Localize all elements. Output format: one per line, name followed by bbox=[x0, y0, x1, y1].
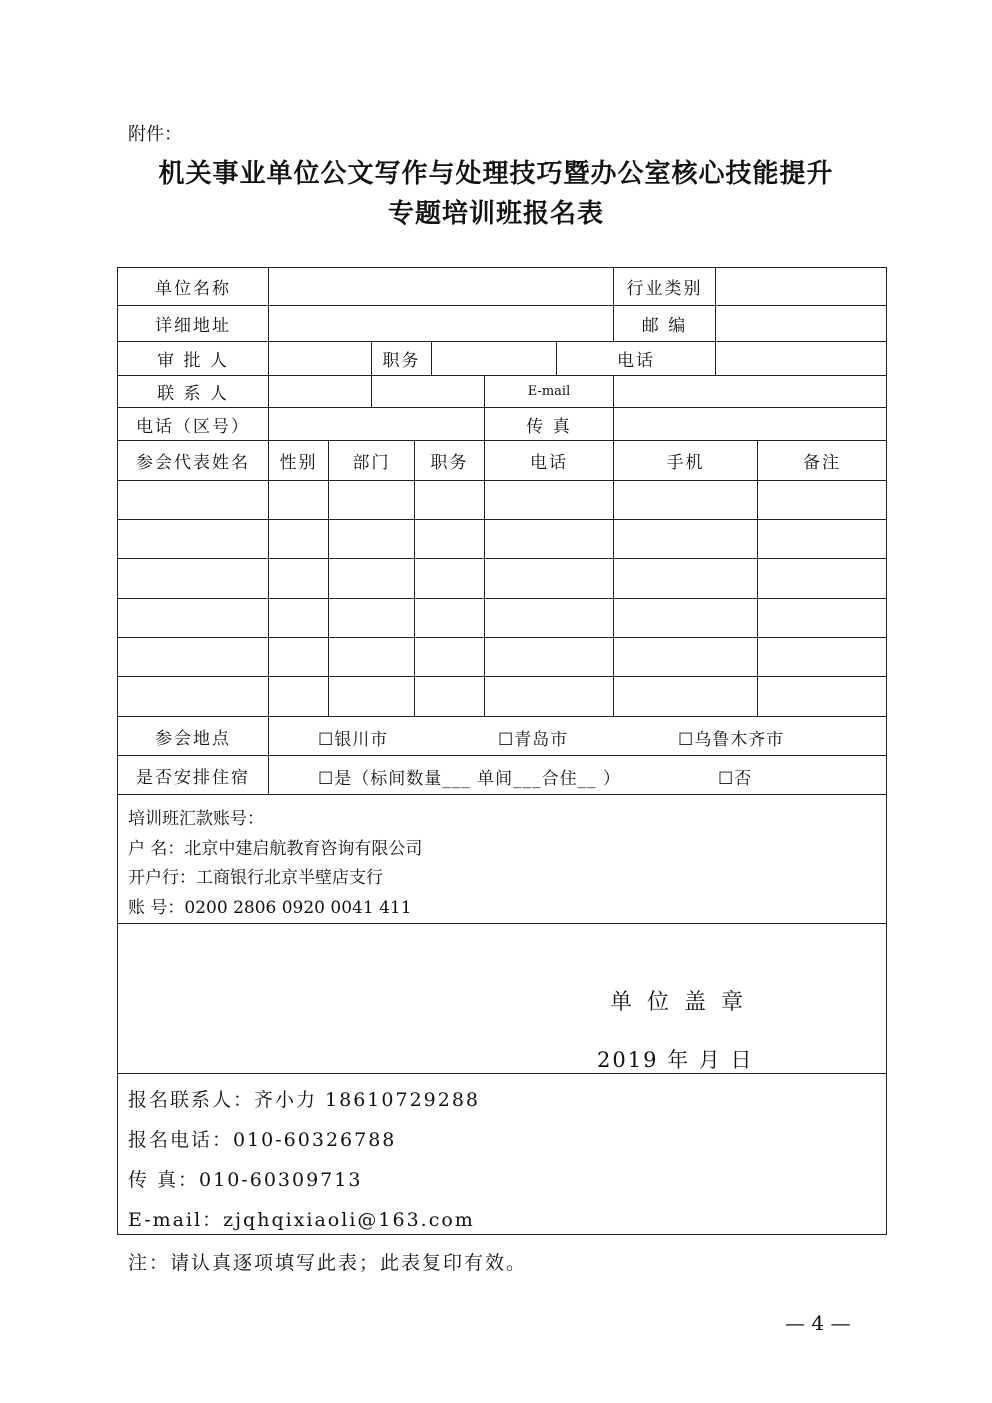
seal-box bbox=[117, 923, 887, 1074]
attendee-cell[interactable] bbox=[328, 480, 415, 520]
postcode-field[interactable] bbox=[715, 305, 887, 342]
attendee-cell[interactable] bbox=[484, 676, 614, 717]
unit-name-field[interactable] bbox=[268, 267, 614, 306]
attendee-cell[interactable] bbox=[117, 480, 269, 520]
attendee-cell[interactable] bbox=[268, 558, 329, 599]
location-label: 参会地点 bbox=[117, 716, 269, 756]
approver-phone-label: 电话 bbox=[556, 341, 716, 376]
attendee-cell[interactable] bbox=[484, 558, 614, 599]
bank-number: 账 号：0200 2806 0920 0041 411 bbox=[128, 898, 412, 918]
attendee-cell[interactable] bbox=[414, 598, 485, 638]
fax-field[interactable] bbox=[613, 407, 887, 441]
attendee-cell[interactable] bbox=[484, 637, 614, 677]
industry-label: 行业类别 bbox=[613, 267, 716, 306]
attendee-cell[interactable] bbox=[757, 558, 887, 599]
col-phone: 电话 bbox=[484, 440, 614, 481]
email-field[interactable] bbox=[613, 375, 887, 408]
location-option-qingdao[interactable]: ☐青岛市 bbox=[498, 730, 569, 750]
col-name: 参会代表姓名 bbox=[117, 440, 269, 481]
tel-area-field[interactable] bbox=[268, 407, 485, 441]
attendee-cell[interactable] bbox=[484, 519, 614, 559]
attendee-cell[interactable] bbox=[414, 480, 485, 520]
contact-field[interactable] bbox=[268, 375, 372, 408]
approver-field[interactable] bbox=[268, 341, 372, 376]
industry-field[interactable] bbox=[715, 267, 887, 306]
attendee-cell[interactable] bbox=[328, 558, 415, 599]
attendee-cell[interactable] bbox=[757, 637, 887, 677]
attendee-cell[interactable] bbox=[613, 558, 758, 599]
reg-email: E-mail：zjqhqixiaoli@163.com bbox=[128, 1209, 475, 1231]
col-mobile: 手机 bbox=[613, 440, 758, 481]
attendee-cell[interactable] bbox=[414, 558, 485, 599]
location-option-urumqi[interactable]: ☐乌鲁木齐市 bbox=[678, 730, 785, 750]
attendee-cell[interactable] bbox=[268, 519, 329, 559]
attendee-cell[interactable] bbox=[757, 598, 887, 638]
attendee-cell[interactable] bbox=[117, 519, 269, 559]
attendee-cell[interactable] bbox=[328, 637, 415, 677]
reg-contact: 报名联系人：齐小力 18610729288 bbox=[128, 1089, 481, 1111]
attendee-cell[interactable] bbox=[484, 598, 614, 638]
postcode-label: 邮 编 bbox=[613, 305, 716, 342]
reg-phone: 报名电话：010-60326788 bbox=[128, 1129, 397, 1151]
attendee-cell[interactable] bbox=[328, 676, 415, 717]
reg-fax: 传 真：010-60309713 bbox=[128, 1169, 363, 1191]
tel-area-label: 电话（区号） bbox=[117, 407, 269, 441]
attendee-cell[interactable] bbox=[613, 598, 758, 638]
attendee-cell[interactable] bbox=[613, 637, 758, 677]
col-gender: 性别 bbox=[268, 440, 329, 481]
lodging-label: 是否安排住宿 bbox=[117, 755, 269, 795]
col-remark: 备注 bbox=[757, 440, 887, 481]
page-number: — 4 — bbox=[785, 1311, 851, 1335]
attendee-cell[interactable] bbox=[414, 519, 485, 559]
attendee-cell[interactable] bbox=[328, 598, 415, 638]
attachment-label: 附件： bbox=[128, 124, 182, 145]
attendee-cell[interactable] bbox=[613, 519, 758, 559]
approver-phone-field[interactable] bbox=[715, 341, 887, 376]
attendee-cell[interactable] bbox=[268, 480, 329, 520]
unit-name-label: 单位名称 bbox=[117, 267, 269, 306]
bank-branch: 开户行：工商银行北京半壁店支行 bbox=[128, 868, 383, 888]
bank-account-name: 户 名：北京中建启航教育咨询有限公司 bbox=[128, 839, 423, 859]
form-title-line2: 专题培训班报名表 bbox=[387, 199, 604, 229]
attendee-cell[interactable] bbox=[757, 519, 887, 559]
bank-title: 培训班汇款账号： bbox=[128, 809, 264, 829]
fax-label: 传 真 bbox=[484, 407, 614, 441]
unit-seal: 单 位 盖 章 bbox=[610, 990, 747, 1015]
address-label: 详细地址 bbox=[117, 305, 269, 342]
lodging-yes-option[interactable]: ☐是（标间数量___ 单间___合住__ ） bbox=[318, 769, 622, 789]
attendee-cell[interactable] bbox=[484, 480, 614, 520]
approver-position-label: 职务 bbox=[371, 341, 432, 376]
email-label: E-mail bbox=[484, 375, 614, 408]
attendee-cell[interactable] bbox=[414, 637, 485, 677]
attendee-cell[interactable] bbox=[117, 676, 269, 717]
approver-label: 审 批 人 bbox=[117, 341, 269, 376]
location-option-yinchuan[interactable]: ☐银川市 bbox=[318, 730, 389, 750]
col-department: 部门 bbox=[328, 440, 415, 481]
attendee-cell[interactable] bbox=[268, 637, 329, 677]
lodging-no-option[interactable]: ☐否 bbox=[718, 769, 753, 789]
seal-date: 2019 年 月 日 bbox=[597, 1048, 754, 1072]
form-title-line1: 机关事业单位公文写作与处理技巧暨办公室核心技能提升 bbox=[158, 159, 834, 189]
attendee-cell[interactable] bbox=[757, 676, 887, 717]
attendee-cell[interactable] bbox=[117, 598, 269, 638]
approver-position-field[interactable] bbox=[431, 341, 557, 376]
address-field[interactable] bbox=[268, 305, 614, 342]
attendee-cell[interactable] bbox=[268, 676, 329, 717]
attendee-cell[interactable] bbox=[613, 480, 758, 520]
attendee-cell[interactable] bbox=[757, 480, 887, 520]
attendee-cell[interactable] bbox=[328, 519, 415, 559]
attendee-cell[interactable] bbox=[117, 637, 269, 677]
attendee-cell[interactable] bbox=[414, 676, 485, 717]
attendee-cell[interactable] bbox=[268, 598, 329, 638]
col-position: 职务 bbox=[414, 440, 485, 481]
contact-extra-field[interactable] bbox=[371, 375, 485, 408]
attendee-cell[interactable] bbox=[613, 676, 758, 717]
contact-label: 联 系 人 bbox=[117, 375, 269, 408]
attendee-cell[interactable] bbox=[117, 558, 269, 599]
footer-note: 注：请认真逐项填写此表；此表复印有效。 bbox=[128, 1252, 528, 1274]
